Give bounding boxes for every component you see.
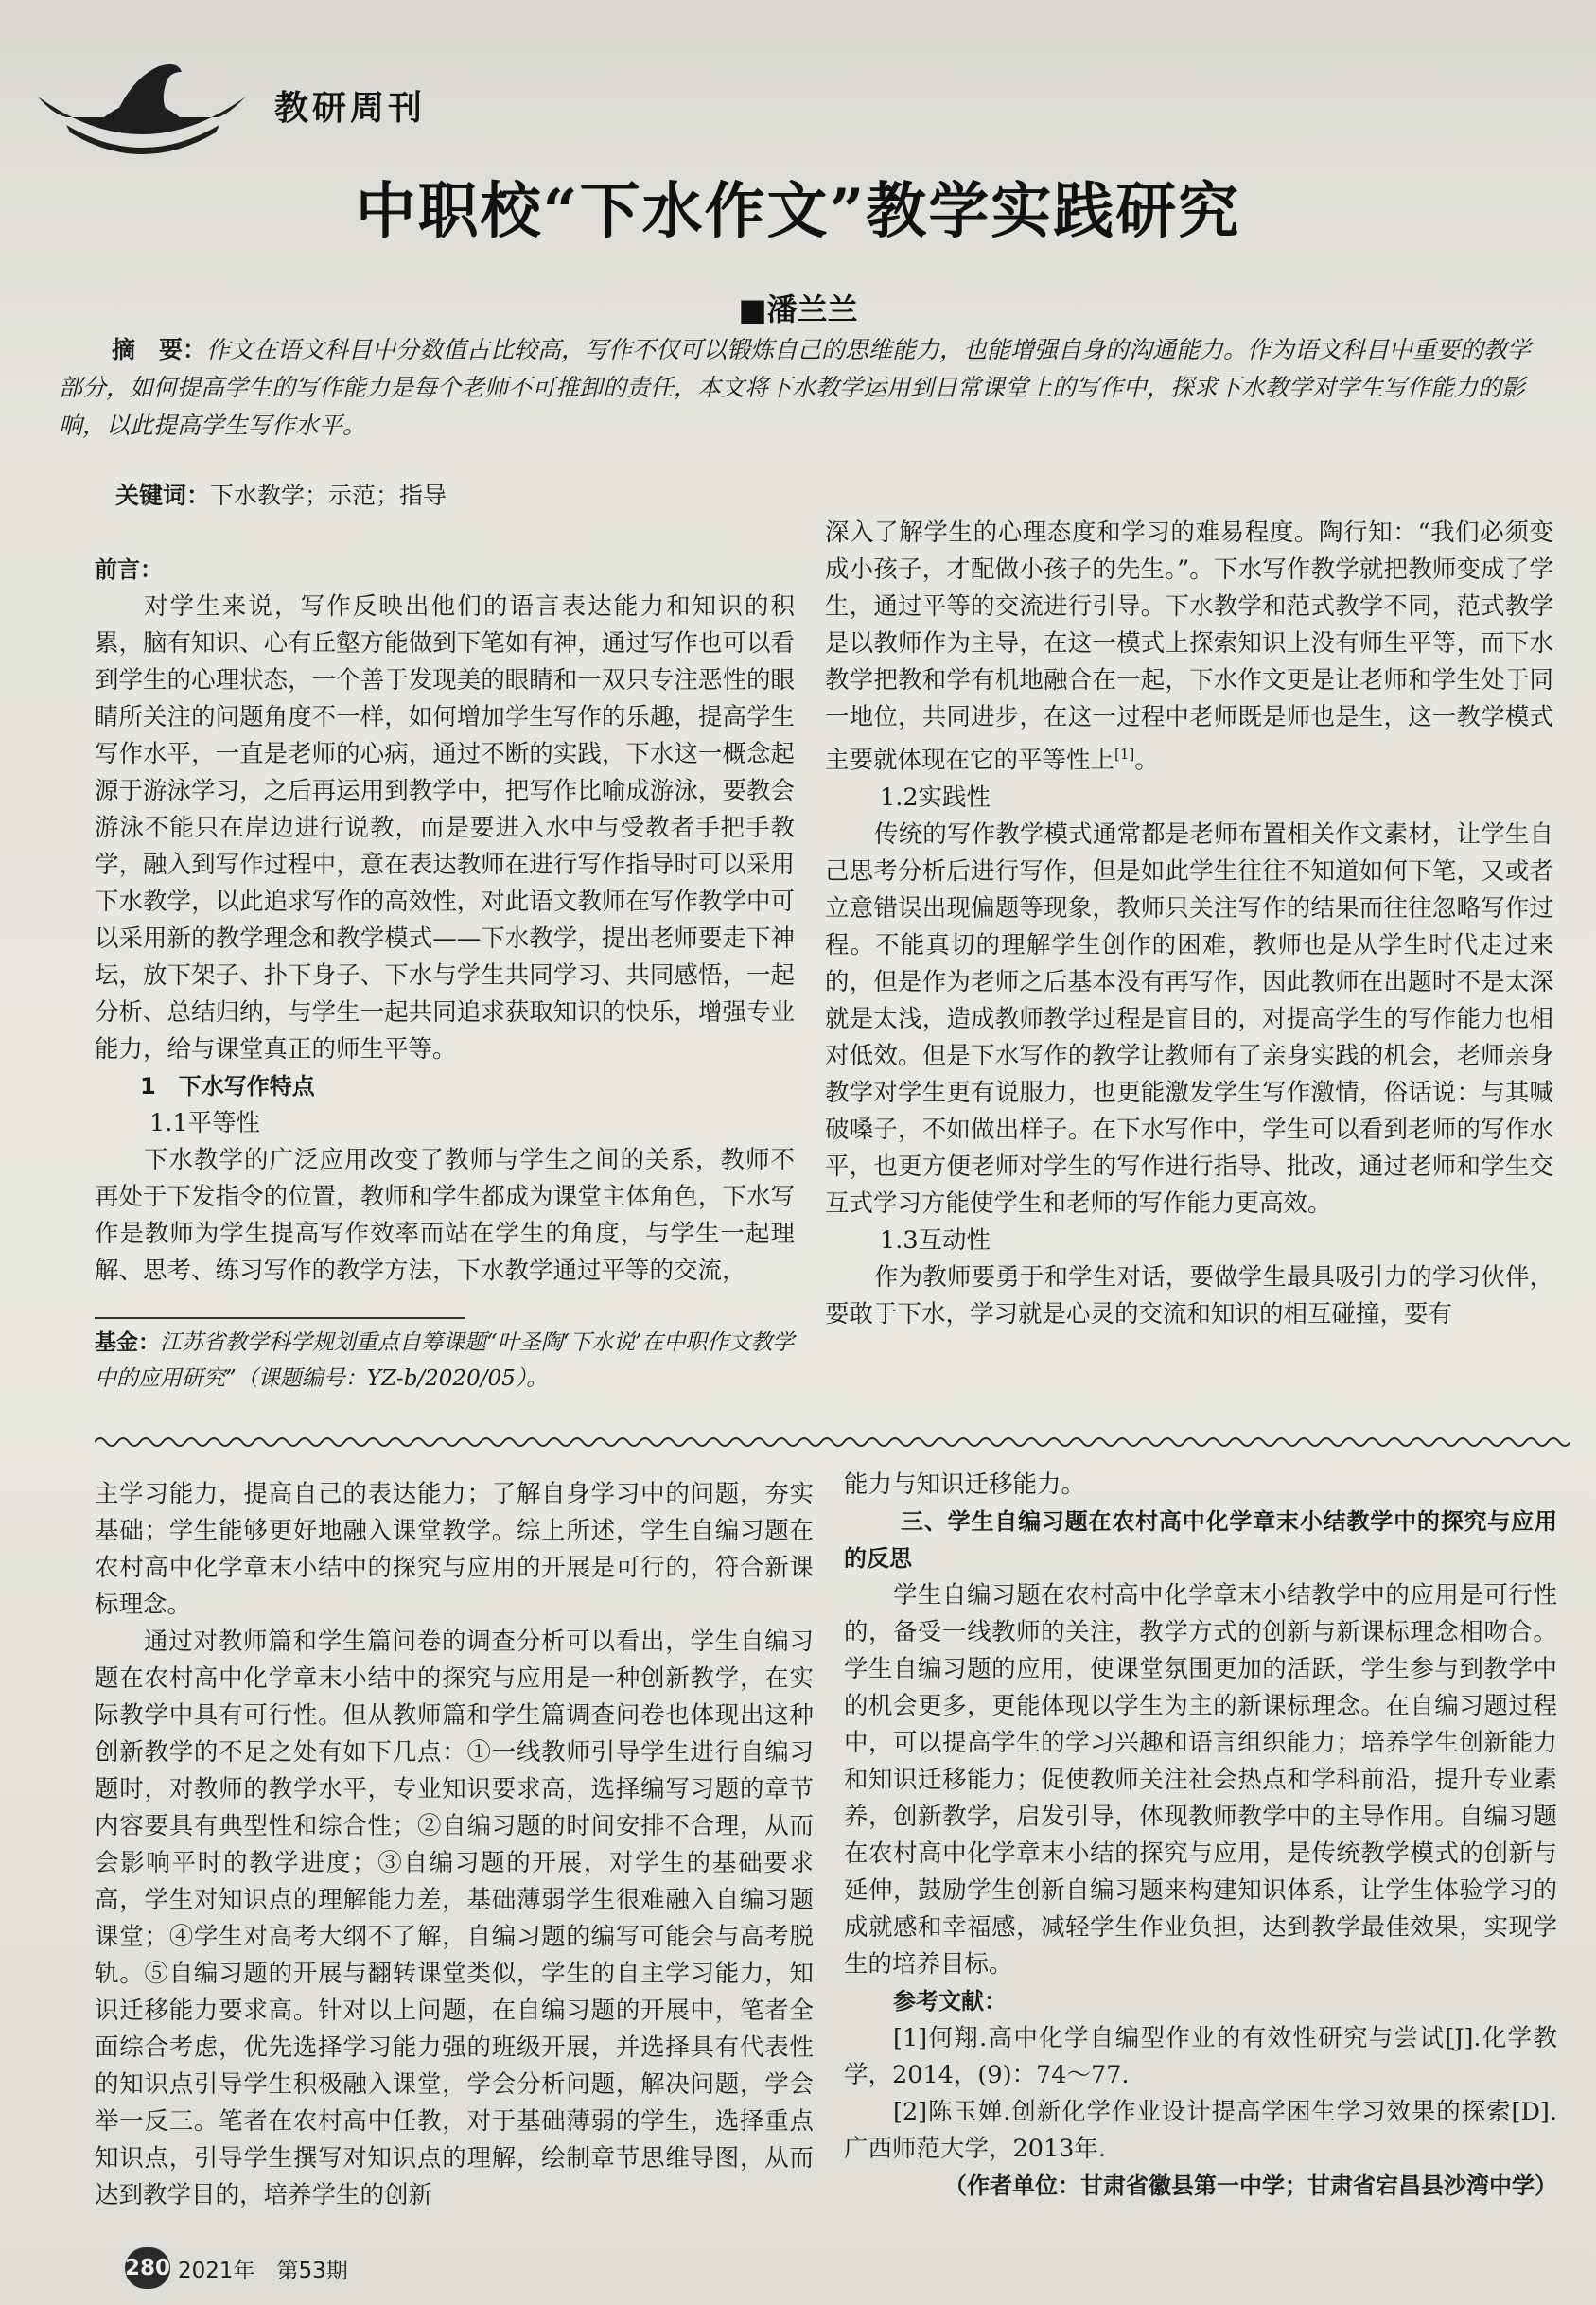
keywords: [115, 477, 1535, 515]
citation-1: [1]: [1114, 746, 1135, 763]
other-article-paragraph-1: 主学习能力，提高自己的表达能力；了解自身学习中的问题，夯实基础；学生能够更好地融入课堂教学。综上所述，学生自编习题在农村高中化学章末小结中的探究与应用的开展是可行的，符合新课标理念。: [95, 1480, 814, 1619]
bottom-right-column: [844, 1467, 1557, 2205]
preface-paragraph: 对学生来说，写作反映出他们的语言表达能力和知识的积累，脑有知识、心有丘壑方能做到下笔如有神，通过写作也可以看到学生的心理状态，一个善于发现美的眼睛和一双只专注恶性的眼睛所关注的问题角度不一样，如何增加学生写作的乐趣，提高学生写作水平，一直是老师的心病，通过不断的实践，下水这一概念起源于游泳学习，之后再运用到教学中，把写作比喻成游泳，要教会游泳不能只在岸边进行说教，而是要进入水中与受教者手把手教学，融入到写作过程中，意在表达教师在进行写作指导时可以采用下水教学，以此追求写作的高效性，对此语文教师在写作教学中可以采用新的教学理念和教学模式——下水教学，提出老师要走下神坛，放下架子、扑下身子、下水与学生共同学习、共同感悟，一起分析、总结归纳，与学生一起共同追求获取知识的快乐，增强专业能力，给与课堂真正的师生平等。: [95, 592, 795, 1064]
article-author: ■潘兰兰: [738, 291, 858, 327]
section-1-heading: 1 下水写作特点: [140, 1073, 315, 1100]
author-unit: （作者单位：甘肃省徽县第一中学；甘肃省宕昌县沙湾中学）: [944, 2173, 1557, 2199]
section-1-1-continued: 深入了解学生的心理态度和学习的难易程度。陶行知：“我们必须变成小孩子，才配做小孩子的先生。”。下水写作教学就把教师变成了学生，通过平等的交流进行引导。下水教学和范式教学不同，范式教学是以教师作为主导，在这一模式上探索知识上没有师生平等，而下水教学把教和学有机地融合在一起，下水作文更是让老师和学生处于同一地位，共同进步，在这一过程中老师既是师也是生，这一教学模式主要就体现在它的平等性上[1]。: [825, 519, 1553, 775]
section-1-2-paragraph: 传统的写作教学模式通常都是老师布置相关作文素材，让学生自己思考分析后进行写作，但是如此学生往往不知道如何下笔，又或者立意错误出现偏题等现象，教师只关注写作的结果而往往忽略写作过程。不能真切的理解学生创作的困难，教师也是从学生时代走过来的，但是作为老师之后基本没有再写作，因此教师在出题时不是太深就是太浅，造成教师教学过程是盲目的，对提高学生的写作能力也相对低效。但是下水写作的教学让教师有了亲身实践的机会，老师亲身教学对学生更有说服力，也更能激发学生写作激情，俗话说：与其喊破嗓子，不如做出样子。在下水写作中，学生可以看到老师的写作水平，也更方便老师对学生的写作进行指导、批改，通过老师和学生交互式学习方能使学生和老师的写作能力更高效。: [825, 819, 1553, 1218]
other-article-paragraph-2: 通过对教师篇和学生篇问卷的调查分析可以看出，学生自编习题在农村高中化学章末小结中的探究与应用是一种创新教学，在实际教学中具有可行性。但从教师篇和学生篇调查问卷也体现出这种创新教学的不足之处有如下几点：①一线教师引导学生进行自编习题时，对教师的教学水平，专业知识要求高，选择编写习题的章节内容要具有典型性和综合性；②自编习题的时间安排不合理，从而会影响平时的教学进度；③自编习题的开展，对学生的基础要求高，学生对知识点的理解能力差，基础薄弱学生很难融入自编习题课堂；④学生对高考大纲不了解，自编习题的编写可能会与高考脱轨。⑤自编习题的开展与翻转课堂类似，学生的自主学习能力，知识迁移能力要求高。针对以上问题，在自编习题的开展中，笔者全面综合考虑，优先选择学习能力强的班级开展，并选择具有代表性的知识点引导学生积极融入课堂，学会分析问题，解决问题，学会举一反三。笔者在农村高中任教，对于基础薄弱的学生，选择重点知识点，引导学生撰写对知识点的理解，绘制章节思维导图，从而达到教学目的，培养学生的创新: [95, 1628, 814, 2209]
other-article-paragraph-0: 能力与知识迁移能力。: [844, 1470, 1086, 1499]
reference-2: [2]陈玉婵.创新化学作业设计提高学困生学习效果的探索[D].广西师范大学，2013年.: [844, 2098, 1557, 2163]
top-right-column: [825, 515, 1553, 1333]
issue-info: 2021年 第53期: [178, 2259, 348, 2283]
keywords-text: 下水教学；示范；指导: [210, 482, 447, 509]
other-article-paragraph-3: 学生自编习题在农村高中化学章末小结教学中的应用是可行性的，备受一线教师的关注，教学方式的创新与新课标理念相吻合。学生自编习题的应用，使课堂氛围更加的活跃，学生参与到教学中的机会更多，更能体现以学生为主的新课标理念。在自编习题过程中，可以提高学生的学习兴趣和语言组织能力；培养学生创新能力和知识迁移能力；促使教师关注社会热点和学科前沿，提升专业素养，创新教学，启发引导，体现教师教学中的主导作用。自编习题在农村高中化学章末小结的探究与应用，是传统教学模式的创新与延伸，鼓励学生创新自编习题来构建知识体系，让学生体验学习的成就感和幸福感，减轻学生作业负担，达到教学最佳效果，实现学生的培养目标。: [844, 1581, 1557, 1979]
fund-label: 基金：: [95, 1330, 160, 1355]
reference-1: [1]何翔.高中化学自编型作业的有效性研究与尝试[J].化学教学，2014，(9)：74～77.: [844, 2024, 1557, 2089]
section-1-1-text: 深入了解学生的心理态度和学习的难易程度。陶行知：“我们必须变成小孩子，才配做小孩子的先生。”。下水写作教学就把教师变成了学生，通过平等的交流进行引导。下水教学和范式教学不同，范式教学是以教师作为主导，在这一模式上探索知识上没有师生平等，而下水教学把教和学有机地融合在一起，下水作文更是让老师和学生处于同一地位，共同进步，在这一过程中老师既是师也是生，这一教学模式主要就体现在它的平等性上: [825, 519, 1553, 775]
section-1-2-heading: 1.2实践性: [880, 783, 991, 812]
fund-text: 江苏省教学科学规划重点自筹课题“叶圣陶‘下水说’在中职作文教学中的应用研究”（课题编号：YZ-b/2020/05）。: [95, 1330, 795, 1391]
journal-name: 教研周刊: [274, 89, 427, 128]
section-1-1-paragraph: 下水教学的广泛应用改变了教师与学生之间的关系，教师不再处于下发指令的位置，教师和学生都成为课堂主体角色，下水写作是教师为学生提高写作效率而站在学生的角度，与学生一起理解、思考、练习写作的教学方法，下水教学通过平等的交流，: [95, 1146, 795, 1285]
top-left-column: [95, 552, 795, 1290]
abstract-label: 摘 要：: [112, 336, 207, 363]
section-1-3-heading: 1.3互动性: [880, 1225, 991, 1255]
section-1-3-paragraph: 作为教师要勇于和学生对话，要做学生最具吸引力的学习伙伴，要敢于下水，学习就是心灵的交流和知识的相互碰撞，要有: [825, 1262, 1553, 1328]
page-number: 280: [125, 2247, 170, 2289]
article-title: 中职校“下水作文”教学实践研究: [355, 176, 1241, 247]
references-heading: 参考文献：: [893, 1988, 1007, 2015]
abstract: [59, 331, 1553, 445]
footnote-rule: [95, 1317, 465, 1319]
preface-heading: 前言：: [95, 556, 163, 583]
abstract-text: 作文在语文科目中分数值占比较高，写作不仅可以锻炼自己的思维能力，也能增强自身的沟通能力。作为语文科目中重要的教学部分，如何提高学生的写作能力是每个老师不可推卸的责任，本文将下水教学运用到日常课堂上的写作中，探求下水教学对学生写作能力的影响，以此提高学生写作水平。: [59, 336, 1532, 439]
journal-logo-icon: [38, 59, 255, 163]
masthead: [38, 59, 454, 163]
fund-note: [95, 1325, 814, 1397]
bottom-left-column: [95, 1476, 814, 2214]
section-1-1-heading: 1.1平等性: [149, 1109, 261, 1137]
article-divider: [95, 1433, 1570, 1452]
section-3-heading: 三、学生自编习题在农村高中化学章末小结教学中的探究与应用的反思: [844, 1508, 1557, 1572]
keywords-label: 关键词：: [115, 482, 211, 509]
